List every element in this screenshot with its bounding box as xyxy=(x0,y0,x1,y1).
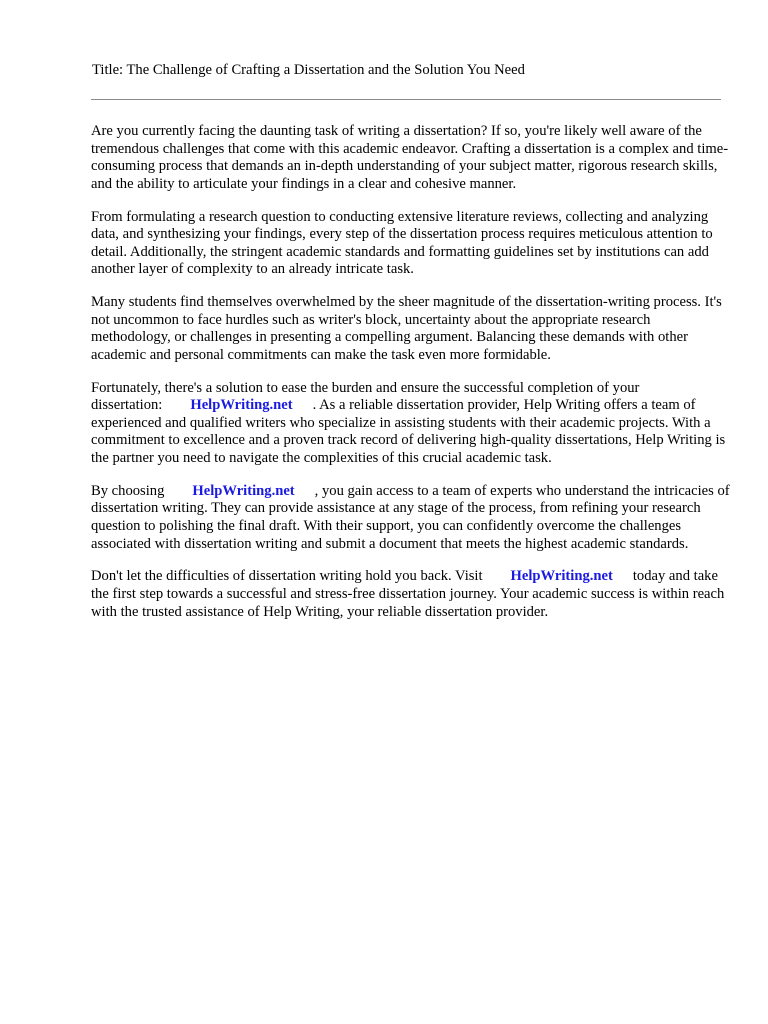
paragraph-choosing xyxy=(91,483,731,553)
helpwriting-link-3[interactable]: HelpWriting.net xyxy=(510,568,613,585)
helpwriting-link-2[interactable]: HelpWriting.net xyxy=(192,482,295,499)
paragraph-solution-rest: . As a reliable dissertation provider, Help Writing offers a team of experienced and qualified writers who specialize in assisting students with their academic projects. With a commitment to excellence and a proven track record of delivering high-quality dissertations, Help Writing is the partner you need to navigate the complexities of this crucial academic task. xyxy=(91,397,726,467)
paragraph-solution-lead: Fortunately, there's a solution to ease the burden and ensure the successful completion of your dissertation: xyxy=(91,379,640,414)
document-title: Title: The Challenge of Crafting a Dissertation and the Solution You Need xyxy=(92,62,525,78)
paragraph-process: From formulating a research question to conducting extensive literature reviews, collecting and analyzing data, and synthesizing your findings, every step of the dissertation process requires meticulous attention to detail. Additionally, the stringent academic standards and formatting guidelines set by institutions can add another layer of complexity to an already intricate task. xyxy=(91,208,713,278)
paragraph-challenges: Many students find themselves overwhelmed by the sheer magnitude of the dissertation-writing process. It's not uncommon to face hurdles such as writer's block, uncertainty about the appropriate research methodology, or challenges in presenting a compelling argument. Balancing these demands with other academic and personal commitments can make the task even more formidable. xyxy=(91,294,722,363)
document-body xyxy=(91,123,731,636)
paragraph-choosing-lead: By choosing xyxy=(91,482,165,499)
paragraph-call-to-action xyxy=(91,568,731,621)
paragraph-cta-lead: Don't let the difficulties of dissertation writing hold you back. Visit xyxy=(91,568,483,585)
paragraph-cta-rest: today and take the first step towards a successful and stress-free dissertation journey. Your academic success is within reach with the trusted assistance of Help Writing, your reliable dissertation provider. xyxy=(91,568,725,620)
paragraph-choosing-rest: , you gain access to a team of experts who understand the intricacies of dissertation writing. They can provide assistance at any stage of the process, from refining your research question to polishing the final draft. With their support, you can confidently overcome the challenges associated with dissertation writing and submit a document that meets the highest academic standards. xyxy=(91,482,730,552)
paragraph-solution xyxy=(91,380,731,468)
title-divider xyxy=(91,99,721,100)
paragraph-intro: Are you currently facing the daunting task of writing a dissertation? If so, you're likely well aware of the tremendous challenges that come with this academic endeavor. Crafting a dissertation is a complex and time-consuming process that demands an in-depth understanding of your subject matter, rigorous research skills, and the ability to articulate your findings in a clear and cohesive manner. xyxy=(91,123,729,192)
helpwriting-link-1[interactable]: HelpWriting.net xyxy=(190,397,293,414)
